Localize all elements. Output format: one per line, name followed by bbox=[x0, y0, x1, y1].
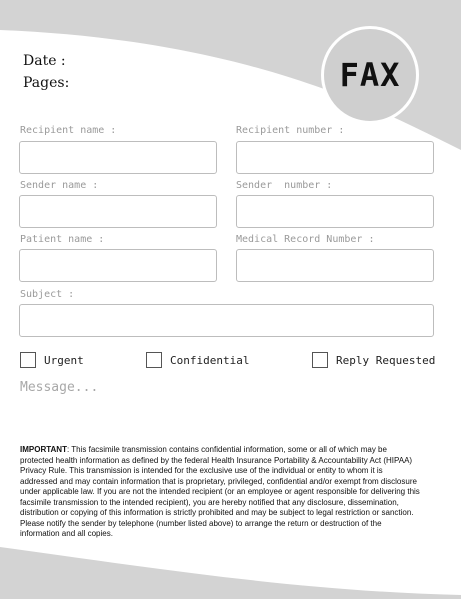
disclaimer-text: : This facsimile transmission contains confidential information, some or all of which may be protected health information as defined by the federal Health Insurance Portability & Accountability Act (HIPAA) Privacy Rule. This transmission is intended for the exclusive use of the individual or entity to whom it is addressed and may contain information that is proprietary, privileged, confidential and/or exempt from disclosure under applicable law. If you are not the intended recipient (or an employee or agent responsible for delivering this facsimile transmission to the intended recipient), you are hereby notified that any disclosure, dissemination, distribution or copying of this information is strictly prohibited and may be subject to legal restriction or sanction. Please notify the sender by telephone (number listed above) to arrange the return or destruction of the information and all copies. bbox=[20, 445, 420, 538]
reply-requested-label: Reply Requested bbox=[336, 353, 436, 367]
fax-title: FAX bbox=[339, 56, 401, 94]
urgent-option[interactable] bbox=[20, 352, 84, 368]
sender-name-field[interactable] bbox=[19, 195, 217, 228]
sender-number-field[interactable] bbox=[236, 195, 434, 228]
confidential-option[interactable] bbox=[146, 352, 249, 368]
header-meta bbox=[23, 50, 69, 94]
confidential-checkbox[interactable] bbox=[146, 352, 162, 368]
disclaimer-lead: IMPORTANT bbox=[20, 445, 67, 454]
fax-badge bbox=[321, 26, 419, 124]
patient-name-label: Patient name : bbox=[20, 234, 105, 245]
urgent-label: Urgent bbox=[44, 353, 84, 367]
confidential-label: Confidential bbox=[170, 353, 250, 367]
subject-label: Subject : bbox=[20, 289, 75, 300]
date-label: Date : bbox=[23, 53, 66, 69]
reply-requested-option[interactable] bbox=[312, 352, 435, 368]
sender-name-label: Sender name : bbox=[20, 180, 99, 191]
medical-record-number-label: Medical Record Number : bbox=[236, 234, 375, 245]
sender-number-label: Sender number : bbox=[236, 180, 333, 191]
recipient-name-label: Recipient name : bbox=[20, 125, 117, 136]
recipient-number-label: Recipient number : bbox=[236, 125, 345, 136]
medical-record-number-field[interactable] bbox=[236, 249, 434, 282]
pages-label: Pages: bbox=[23, 75, 70, 91]
reply-requested-checkbox[interactable] bbox=[312, 352, 328, 368]
subject-field[interactable] bbox=[19, 304, 434, 337]
recipient-name-field[interactable] bbox=[19, 141, 217, 174]
patient-name-field[interactable] bbox=[19, 249, 217, 282]
recipient-number-field[interactable] bbox=[236, 141, 434, 174]
confidentiality-disclaimer bbox=[20, 445, 422, 540]
bottom-swoosh-decoration bbox=[0, 539, 461, 599]
message-placeholder[interactable]: Message... bbox=[20, 380, 99, 395]
urgent-checkbox[interactable] bbox=[20, 352, 36, 368]
